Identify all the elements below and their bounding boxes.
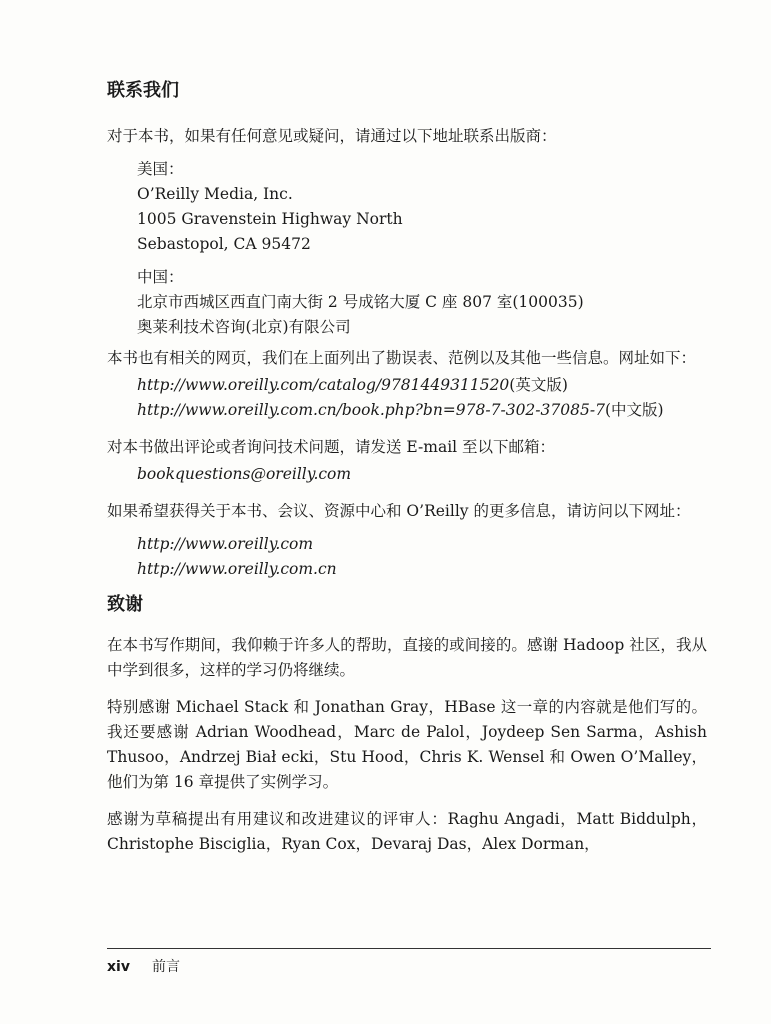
us-city: Sebastopol, CA 95472 — [137, 235, 311, 253]
web-url-list — [107, 373, 707, 423]
chinese-edition-note: (中文版) — [604, 401, 664, 419]
thanks-paragraph-1: 在本书写作期间，我仰赖于许多人的帮助，直接的或间接的。感谢 Hadoop 社区，我从中学到很多，这样的学习仍将继续。 — [107, 636, 707, 679]
english-edition-url[interactable]: http://www.oreilly.com/catalog/9781449311520 — [137, 376, 510, 394]
us-label: 美国： — [137, 160, 184, 178]
page-footer — [107, 957, 180, 977]
page-number: xiv — [107, 959, 130, 975]
china-street: 北京市西城区西直门南大街 2 号成铭大厦 C 座 807 室(100035) — [137, 293, 584, 311]
thanks-paragraph-2: 特别感谢 Michael Stack 和 Jonathan Gray，HBase 这一章的内容就是他们写的。我还要感谢 Adrian Woodhead，Marc de Palol，Joydeep Sen Sarma，Ashish Thusoo，Andrzej Biał ecki，Stu Hood，Chris K. Wensel 和 Owen O’Malley，他们为第 16 章提供了实例学习。 — [107, 698, 707, 791]
china-label: 中国： — [137, 268, 184, 286]
chinese-edition-link[interactable] — [137, 398, 707, 423]
email-block — [107, 462, 707, 487]
thanks-heading: 致谢 — [107, 594, 143, 615]
email-text: 对本书做出评论或者询问技术问题，请发送 E-mail 至以下邮箱： — [107, 438, 556, 456]
email-address[interactable]: bookquestions@oreilly.com — [137, 465, 352, 483]
page-content — [107, 70, 707, 857]
us-address — [107, 157, 707, 257]
english-edition-link[interactable] — [137, 373, 707, 398]
contact-heading: 联系我们 — [107, 80, 179, 101]
us-company: O’Reilly Media, Inc. — [137, 185, 293, 203]
more-info-text: 如果希望获得关于本书、会议、资源中心和 O’Reilly 的更多信息，请访问以下网址： — [107, 502, 691, 520]
oreilly-com-cn-link[interactable]: http://www.oreilly.com.cn — [137, 560, 337, 578]
china-address — [107, 265, 707, 340]
oreilly-com-link[interactable]: http://www.oreilly.com — [137, 535, 314, 553]
more-url-list — [107, 532, 707, 582]
english-edition-note: (英文版) — [509, 376, 568, 394]
webpage-text: 本书也有相关的网页，我们在上面列出了勘误表、范例以及其他一些信息。网址如下： — [107, 349, 697, 367]
chinese-edition-url[interactable]: http://www.oreilly.com.cn/book.php?bn=978-7-302-37085-7 — [137, 401, 605, 419]
section-title: 前言 — [151, 959, 180, 975]
thanks-paragraph-3: 感谢为草稿提出有用建议和改进建议的评审人：Raghu Angadi，Matt Biddulph，Christophe Bisciglia，Ryan Cox，Devaraj Das，Alex Dorman， — [107, 810, 707, 853]
china-company: 奥莱利技术咨询(北京)有限公司 — [137, 318, 351, 336]
us-street: 1005 Gravenstein Highway North — [137, 210, 403, 228]
contact-intro: 对于本书，如果有任何意见或疑问，请通过以下地址联系出版商： — [107, 127, 557, 145]
footer-divider — [107, 948, 711, 949]
